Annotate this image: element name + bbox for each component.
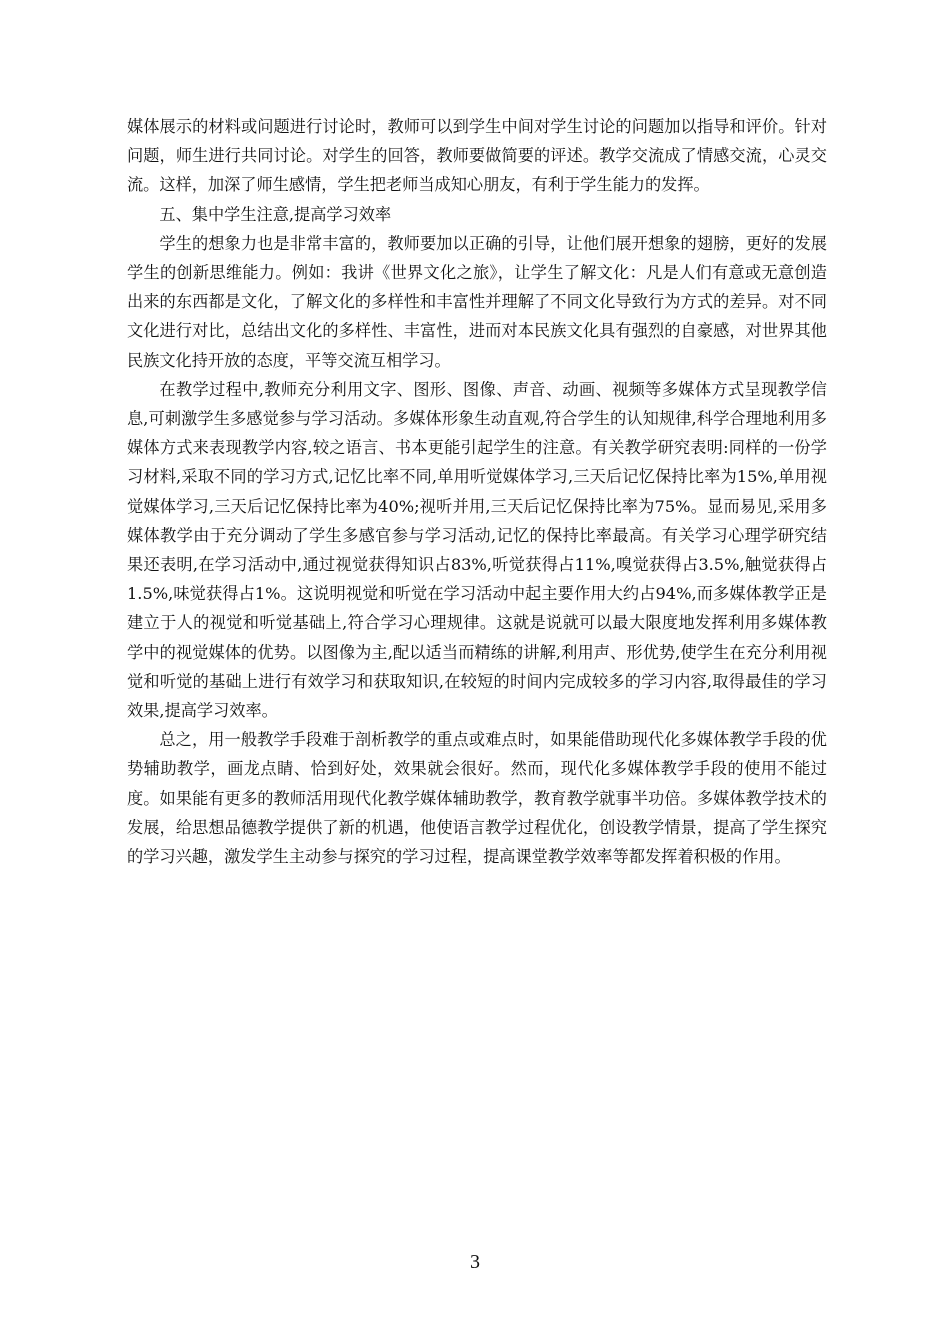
page-number: 3 (470, 1251, 480, 1273)
paragraph-multimedia-memory: 在教学过程中,教师充分利用文字、图形、图像、声音、动画、视频等多媒体方式呈现教学信息,可刺激学生多感觉参与学习活动。多媒体形象生动直观,符合学生的认知规律,科学合理地利用多媒体方式来表现教学内容,较之语言、书本更能引起学生的注意。有关教学研究表明:同样的一份学习材料,采取不同的学习方式,记忆比率不同,单用听觉媒体学习,三天后记忆保持比率为15%,单用视觉媒体学习,三天后记忆保持比率为40%;视听并用,三天后记忆保持比率为75%。显而易见,采用多媒体教学由于充分调动了学生多感官参与学习活动,记忆的保持比率最高。有关学习心理学研究结果还表明,在学习活动中,通过视觉获得知识占83%,听觉获得占11%,嗅觉获得占3.5%,触觉获得占1.5%,味觉获得占1%。这说明视觉和听觉在学习活动中起主要作用大约占94%,而多媒体教学正是建立于人的视觉和听觉基础上,符合学习心理规律。这就是说就可以最大限度地发挥利用多媒体教学中的视觉媒体的优势。以图像为主,配以适当而精练的讲解,利用声、形优势,使学生在充分利用视觉和听觉的基础上进行有效学习和获取知识,在较短的时间内完成较多的学习内容,取得最佳的学习效果,提高学习效率。 (127, 379, 827, 721)
paragraph-continuation: 媒体展示的材料或问题进行讨论时，教师可以到学生中间对学生讨论的问题加以指导和评价。针对问题，师生进行共同讨论。对学生的回答，教师要做简要的评述。教学交流成了情感交流，心灵交流。这样，加深了师生感情，学生把老师当成知心朋友，有利于学生能力的发挥。 (127, 117, 827, 195)
paragraph-imagination: 学生的想象力也是非常丰富的，教师要加以正确的引导，让他们展开想象的翅膀，更好的发展学生的创新思维能力。例如：我讲《世界文化之旅》，让学生了解文化：凡是人们有意或无意创造出来的东西都是文化，了解文化的多样性和丰富性并理解了不同文化导致行为方式的差异。对不同文化进行对比，总结出文化的多样性、丰富性，进而对本民族文化具有强烈的自豪感，对世界其他民族文化持开放的态度，平等交流互相学习。 (127, 233, 827, 370)
paragraph-conclusion: 总之，用一般教学手段难于剖析教学的重点或难点时，如果能借助现代化多媒体教学手段的优势辅助教学，画龙点睛、恰到好处，效果就会很好。然而，现代化多媒体教学手段的使用不能过度。如果能有更多的教师活用现代化教学媒体辅助教学，教育教学就事半功倍。多媒体教学技术的发展，给思想品德教学提供了新的机遇，他使语言教学过程优化，创设教学情景，提高了学生探究的学习兴趣，激发学生主动参与探究的学习过程，提高课堂教学效率等都发挥着积极的作用。 (127, 730, 827, 867)
document-body (127, 112, 827, 871)
section-heading: 五、集中学生注意,提高学习效率 (159, 204, 392, 224)
